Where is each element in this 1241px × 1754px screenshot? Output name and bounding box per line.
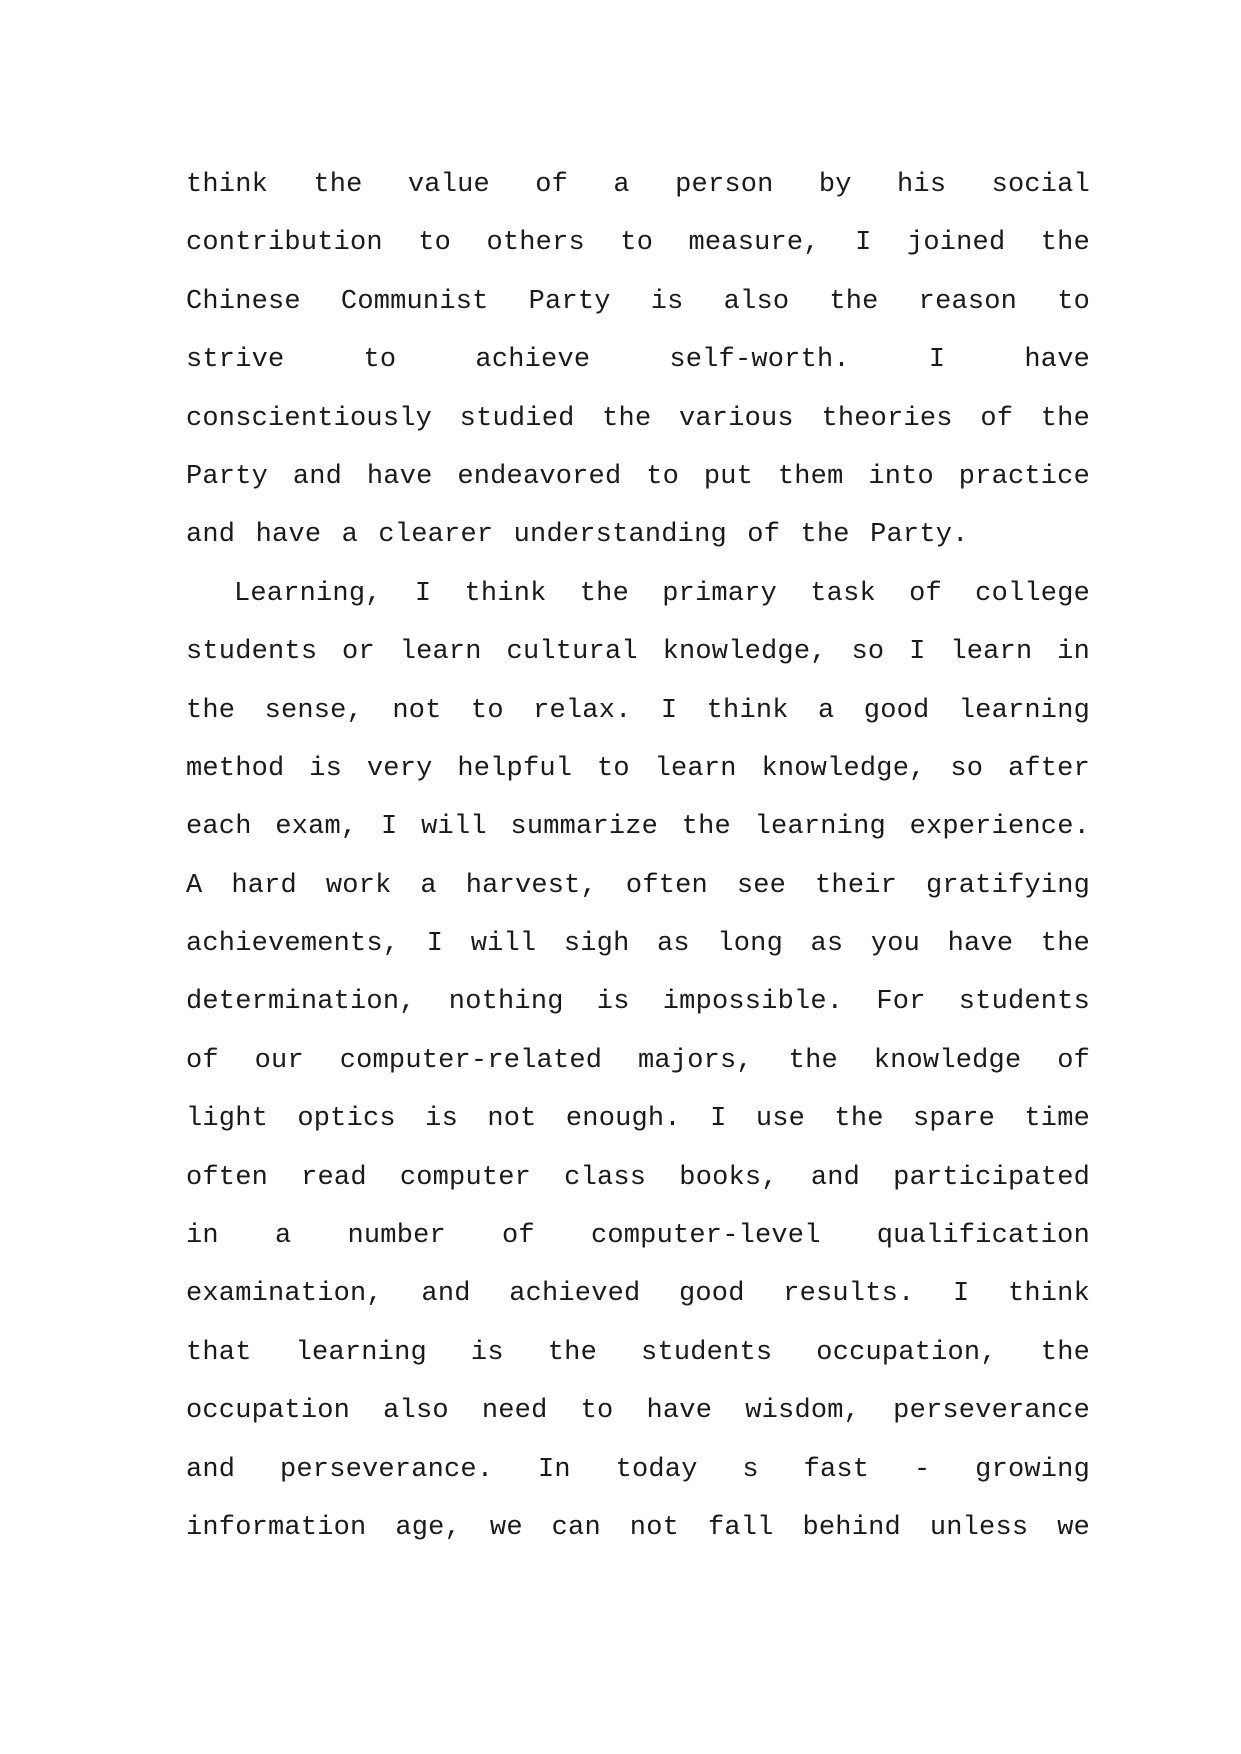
text-line: of our computer-related majors, the knowledge of xyxy=(186,1045,1090,1076)
text-line: contribution to others to measure, I joined the xyxy=(186,228,1090,259)
text-line: strive to achieve self-worth. I have xyxy=(186,345,1090,376)
text-line: students or learn cultural knowledge, so I learn in xyxy=(186,637,1090,668)
text-line: light optics is not enough. I use the spare time xyxy=(186,1104,1090,1135)
text-line: and perseverance. In today s fast - growing xyxy=(186,1454,1090,1485)
text-line: each exam, I will summarize the learning experience. xyxy=(186,812,1090,843)
text-line: examination, and achieved good results. I think xyxy=(186,1279,1090,1310)
text-line: think the value of a person by his social xyxy=(186,170,1090,200)
text-line: information age, we can not fall behind unless we xyxy=(186,1512,1090,1543)
text-line: that learning is the students occupation, the xyxy=(186,1337,1090,1368)
document-page xyxy=(186,156,1090,1557)
text-line: method is very helpful to learn knowledge, so after xyxy=(186,753,1090,784)
text-line: Party and have endeavored to put them into practice xyxy=(186,461,1090,492)
text-line: determination, nothing is impossible. For students xyxy=(186,987,1090,1018)
text-line: the sense, not to relax. I think a good learning xyxy=(186,695,1090,726)
text-line: conscientiously studied the various theories of the xyxy=(186,403,1090,434)
paragraph xyxy=(186,565,1090,1558)
text-line: Chinese Communist Party is also the reason to xyxy=(186,286,1090,317)
text-line: Learning, I think the primary task of college xyxy=(234,578,1090,609)
text-line: occupation also need to have wisdom, perseverance xyxy=(186,1396,1090,1427)
paragraph xyxy=(186,156,1090,565)
text-line: A hard work a harvest, often see their gratifying xyxy=(186,870,1090,901)
text-line: achievements, I will sigh as long as you have the xyxy=(186,929,1090,960)
text-line: in a number of computer-level qualification xyxy=(186,1221,1090,1252)
text-line: and have a clearer understanding of the Party. xyxy=(186,520,969,551)
document-body xyxy=(186,156,1090,1557)
text-line: often read computer class books, and participated xyxy=(186,1162,1090,1193)
